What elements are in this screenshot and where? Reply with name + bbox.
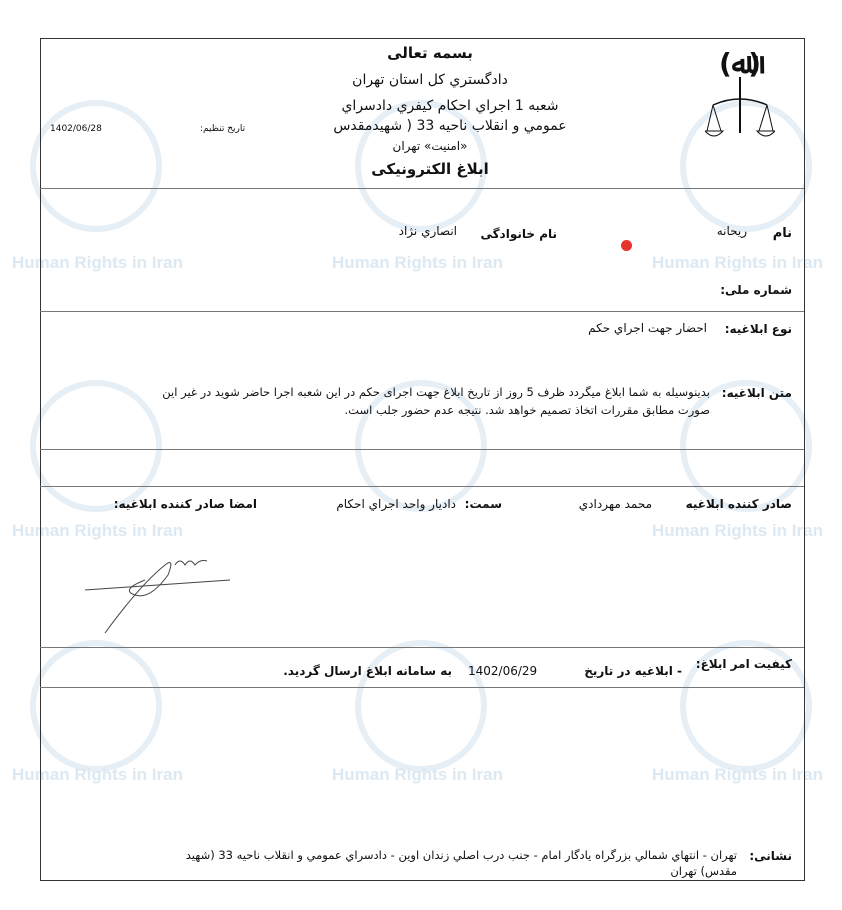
delivery-prefix: - ابلاغیه در تاریخ <box>584 664 682 678</box>
svg-text:Human Rights in Iran: Human Rights in Iran <box>332 765 503 784</box>
svg-text:Human Rights in Iran: Human Rights in Iran <box>332 253 503 272</box>
svg-text:Human Rights in Iran: Human Rights in Iran <box>652 765 823 784</box>
divider <box>40 449 804 450</box>
signature <box>80 545 240 640</box>
name-value: ريحانه <box>716 224 747 238</box>
position-label: سمت: <box>464 497 502 511</box>
national-id-label: شماره ملی: <box>720 283 792 297</box>
address-label: نشانی: <box>749 849 792 863</box>
svg-text:Human Rights in Iran: Human Rights in Iran <box>12 521 183 540</box>
family-value: انصاري نژاد <box>398 224 457 238</box>
divider <box>40 188 804 189</box>
delivery-suffix: به سامانه ابلاغ ارسال گردید. <box>283 664 452 678</box>
basmala: بسمه تعالی <box>387 44 473 62</box>
delivery-label: کیفیت امر ابلاغ: <box>695 657 792 671</box>
family-label: نام خانوادگی <box>480 227 557 241</box>
delivery-date: 1402/06/29 <box>468 664 538 678</box>
address-line-1: تهران - انتهاي شمالي بزرگراه يادگار امام - جنب درب اصلي زندان اوين - دادسراي عمومي و انقلاب ناحيه 33 (شهيد <box>185 848 737 862</box>
divider <box>40 486 804 487</box>
branch-line-2: عمومي و انقلاب ناحيه 33 ( شهيدمقدس <box>333 118 567 134</box>
branch-line-1: شعبه 1 اجراي احكام كيفري دادسراي <box>341 98 559 114</box>
court-name: دادگستري کل استان تهران <box>352 72 508 88</box>
notice-text-line-1: بدينوسيله به شما ابلاغ ميگردد ظرف 5 روز از تاريخ ابلاغ جهت اجرای حکم در اين شعبه اجرا حاضر شويد در غير اين <box>162 385 710 399</box>
notice-text-line-2: صورت مطابق مقررات اتخاذ تصميم خواهد شد. نتيجه عدم حضور جلب است. <box>344 403 710 417</box>
notice-type-label: نوع ابلاغیه: <box>724 322 792 336</box>
notice-text-label: متن ابلاغیه: <box>721 386 792 400</box>
date-label: تاريخ تنظيم: <box>200 124 246 134</box>
position-value: داديار واحد اجراي احكام <box>336 497 456 511</box>
divider <box>40 647 804 648</box>
svg-text:(ﷲ): (ﷲ) <box>719 47 761 80</box>
svg-text:Human Rights in Iran: Human Rights in Iran <box>652 521 823 540</box>
issuer-label: صادر کننده ابلاغیه <box>685 497 792 511</box>
iran-emblem-icon <box>705 45 775 145</box>
divider <box>40 311 804 312</box>
address-line-2: مقدس) تهران <box>670 864 737 878</box>
divider <box>40 687 804 688</box>
branch-line-3: «امنیت» تهران <box>392 139 468 153</box>
name-label: نام <box>772 226 792 241</box>
document-title: ابلاغ الکترونیکی <box>371 160 489 178</box>
issuer-name: محمد مهردادي <box>578 497 652 511</box>
svg-text:Human Rights in Iran: Human Rights in Iran <box>12 765 183 784</box>
date-value: 1402/06/28 <box>50 124 102 134</box>
svg-text:Human Rights in Iran: Human Rights in Iran <box>652 253 823 272</box>
divider <box>40 38 804 39</box>
svg-text:Human Rights in Iran: Human Rights in Iran <box>12 253 183 272</box>
notice-type-value: احضار جهت اجراي حكم <box>588 321 707 335</box>
signature-label: امضا صادر کننده ابلاغیه: <box>113 497 257 511</box>
red-dot <box>621 240 632 251</box>
